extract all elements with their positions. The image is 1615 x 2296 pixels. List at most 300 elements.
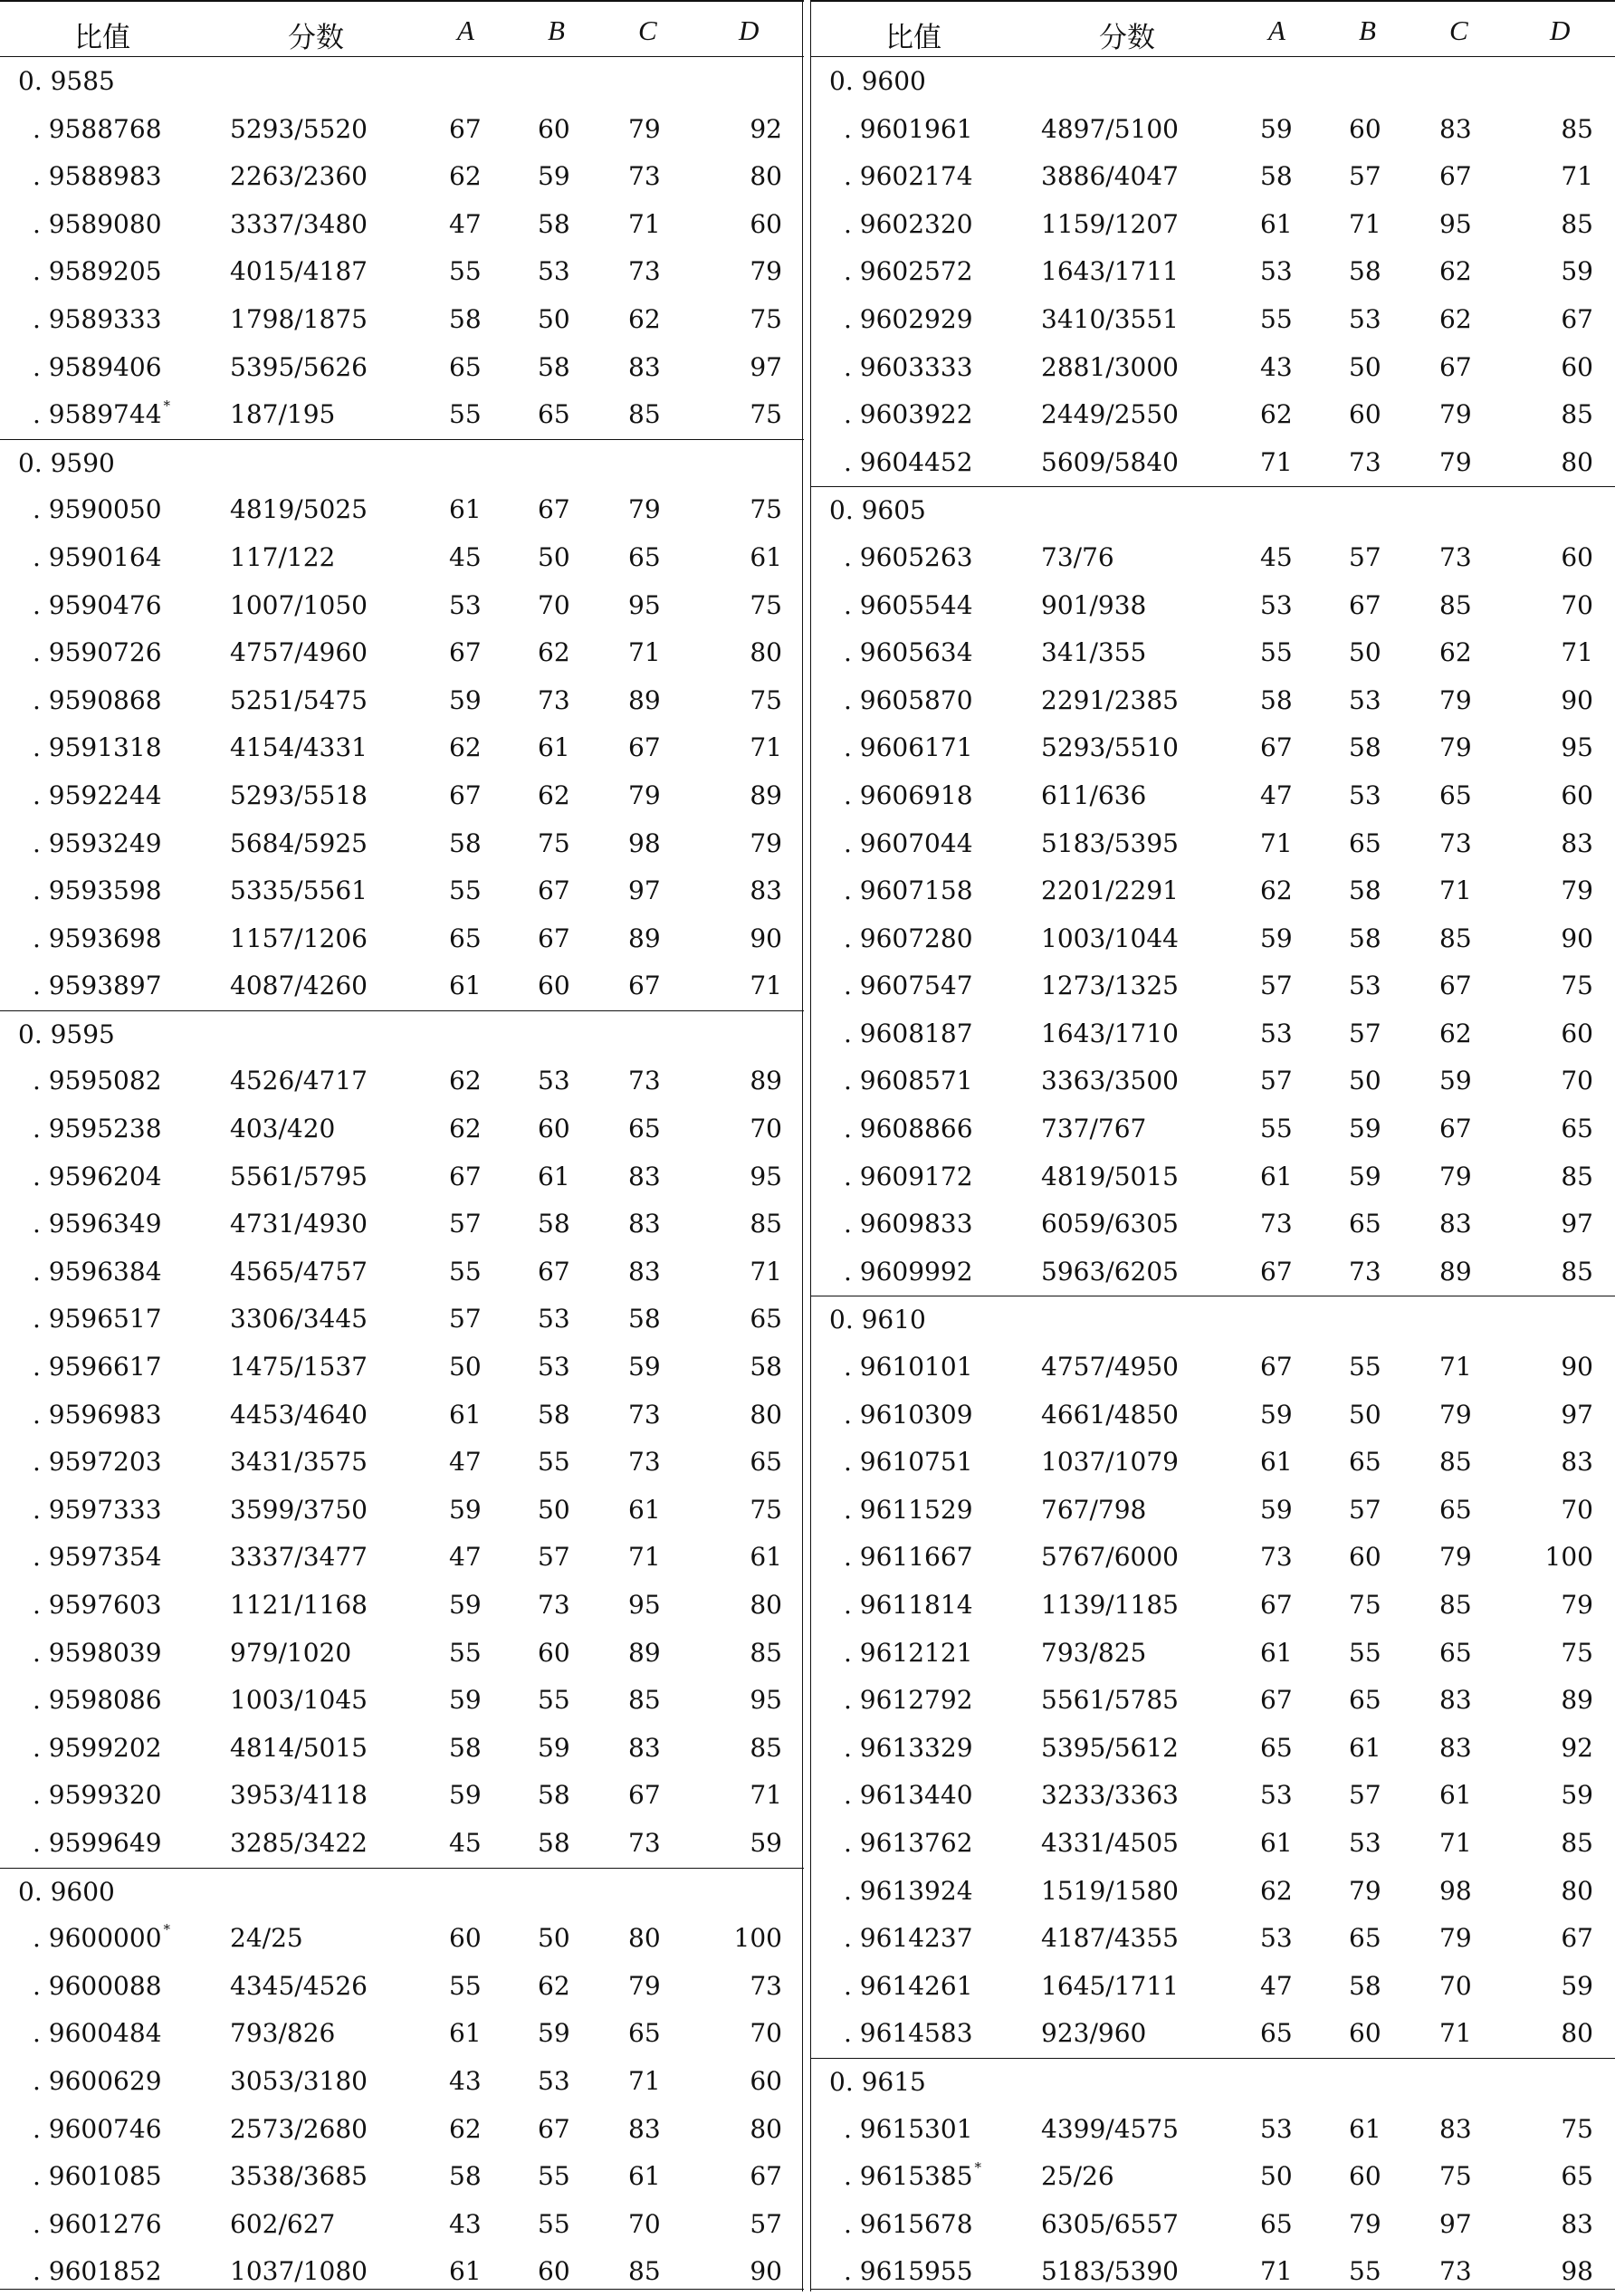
fraction-cell: 1645/1711 xyxy=(1041,1970,1179,2001)
bottom-rule xyxy=(811,2289,1615,2290)
a-cell: 62 xyxy=(1260,399,1293,430)
a-cell: 43 xyxy=(449,2065,482,2096)
table-row xyxy=(811,2201,1615,2249)
d-cell: 92 xyxy=(750,113,782,144)
ratio-value: . 9600088 xyxy=(33,1970,162,2001)
table-row xyxy=(0,391,804,439)
table-row xyxy=(0,248,804,296)
c-cell: 67 xyxy=(1439,971,1472,1001)
fraction-cell: 1121/1168 xyxy=(230,1590,368,1620)
d-cell: 90 xyxy=(1561,923,1593,953)
c-cell: 61 xyxy=(628,1494,661,1525)
table-row xyxy=(0,1057,804,1105)
ratio-value: . 9593249 xyxy=(33,828,162,858)
ratio-value: . 9589406 xyxy=(33,351,162,382)
c-cell: 95 xyxy=(628,589,661,620)
fraction-cell: 3953/4118 xyxy=(230,1780,368,1811)
d-cell: 79 xyxy=(750,256,782,287)
c-cell: 71 xyxy=(628,2065,661,2096)
ratio-value: . 9598039 xyxy=(33,1637,162,1668)
a-cell: 43 xyxy=(449,2208,482,2239)
table-row xyxy=(811,867,1615,915)
table-row xyxy=(0,1153,804,1201)
c-cell: 59 xyxy=(628,1352,661,1382)
fraction-cell: 4757/4950 xyxy=(1041,1352,1179,1382)
c-cell: 73 xyxy=(1439,541,1472,572)
d-cell: 80 xyxy=(750,637,782,668)
ratio-value: . 9599320 xyxy=(33,1780,162,1811)
a-cell: 53 xyxy=(1260,1018,1293,1048)
fraction-cell: 1139/1185 xyxy=(1041,1590,1179,1620)
c-cell: 83 xyxy=(628,1161,661,1191)
table-row xyxy=(811,1057,1615,1105)
ratio-value: . 9597333 xyxy=(33,1494,162,1525)
ratio-cell xyxy=(33,256,162,286)
a-cell: 71 xyxy=(1260,446,1293,477)
table-row xyxy=(811,1105,1615,1153)
b-cell: 60 xyxy=(1349,2018,1381,2049)
b-cell: 60 xyxy=(538,1114,570,1144)
c-cell: 73 xyxy=(628,161,661,192)
fraction-cell: 767/798 xyxy=(1041,1494,1147,1525)
asterisk-mark: * xyxy=(163,1921,171,1938)
b-cell: 53 xyxy=(538,256,570,287)
ratio-value: . 9615301 xyxy=(844,2113,973,2144)
a-cell: 58 xyxy=(1260,161,1293,192)
b-cell: 58 xyxy=(1349,923,1381,953)
table-row xyxy=(811,1677,1615,1725)
d-cell: 59 xyxy=(1561,256,1593,287)
ratio-cell xyxy=(33,1352,162,1382)
table-row xyxy=(811,201,1615,249)
c-cell: 79 xyxy=(1439,1161,1472,1191)
b-cell: 53 xyxy=(538,2065,570,2096)
table-row xyxy=(811,344,1615,392)
a-cell: 47 xyxy=(449,208,482,239)
fraction-cell: 3233/3363 xyxy=(1041,1780,1179,1811)
c-cell: 83 xyxy=(1439,113,1472,144)
ratio-cell xyxy=(844,1542,973,1572)
b-cell: 65 xyxy=(1349,828,1381,858)
ratio-cell xyxy=(33,1685,162,1715)
table-row xyxy=(0,486,804,534)
ratio-cell xyxy=(844,161,973,191)
a-cell: 61 xyxy=(449,1399,482,1430)
c-cell: 65 xyxy=(628,1114,661,1144)
ratio-value: . 9613440 xyxy=(844,1780,973,1811)
bottom-rule xyxy=(0,2289,804,2290)
c-cell: 73 xyxy=(628,1399,661,1430)
d-cell: 85 xyxy=(1561,399,1593,430)
ratio-value: . 9590868 xyxy=(33,684,162,715)
fraction-cell: 117/122 xyxy=(230,541,336,572)
fraction-cell: 2201/2291 xyxy=(1041,875,1179,906)
a-cell: 67 xyxy=(1260,1256,1293,1287)
ratio-value: . 9589205 xyxy=(33,256,162,287)
d-cell: 65 xyxy=(1561,2161,1593,2192)
c-cell: 79 xyxy=(1439,399,1472,430)
a-cell: 65 xyxy=(449,923,482,953)
fraction-cell: 3431/3575 xyxy=(230,1447,368,1478)
b-cell: 73 xyxy=(1349,446,1381,477)
table-header xyxy=(0,5,804,57)
table-row xyxy=(0,1105,804,1153)
table-row xyxy=(811,629,1615,677)
ratio-value: . 9596204 xyxy=(33,1161,162,1191)
section-heading xyxy=(811,1296,1615,1344)
fraction-cell: 6059/6305 xyxy=(1041,1209,1179,1239)
ratio-cell xyxy=(33,2209,162,2239)
table-row xyxy=(811,962,1615,1010)
fraction-cell: 341/355 xyxy=(1041,637,1147,668)
b-cell: 60 xyxy=(538,971,570,1001)
header-ratio: 比值 xyxy=(885,22,941,54)
fraction-cell: 5183/5395 xyxy=(1041,828,1179,858)
ratio-cell xyxy=(33,304,162,334)
ratio-cell xyxy=(33,209,162,239)
ratio-cell xyxy=(844,1352,973,1382)
b-cell: 58 xyxy=(538,1209,570,1239)
b-cell: 75 xyxy=(538,828,570,858)
ratio-cell xyxy=(33,590,162,620)
a-cell: 58 xyxy=(449,828,482,858)
d-cell: 75 xyxy=(750,303,782,334)
a-cell: 62 xyxy=(449,1066,482,1096)
d-cell: 97 xyxy=(1561,1399,1593,1430)
b-cell: 61 xyxy=(1349,2113,1381,2144)
a-cell: 59 xyxy=(449,1780,482,1811)
ratio-cell xyxy=(33,494,162,524)
b-cell: 60 xyxy=(538,1637,570,1668)
d-cell: 97 xyxy=(1561,1209,1593,1239)
table-row xyxy=(0,867,804,915)
b-cell: 67 xyxy=(538,2113,570,2144)
table-row xyxy=(0,582,804,630)
ratio-cell xyxy=(33,685,162,715)
ratio-value: . 9598086 xyxy=(33,1685,162,1716)
ratio-cell xyxy=(33,161,162,191)
c-cell: 70 xyxy=(628,2208,661,2239)
b-cell: 62 xyxy=(538,780,570,810)
d-cell: 89 xyxy=(750,780,782,810)
ratio-cell xyxy=(844,542,973,572)
ratio-cell xyxy=(844,685,973,715)
ratio-cell xyxy=(33,828,162,858)
b-cell: 58 xyxy=(1349,732,1381,763)
ratio-value: . 9592244 xyxy=(33,780,162,810)
fraction-cell: 73/76 xyxy=(1041,541,1114,572)
a-cell: 61 xyxy=(449,494,482,525)
b-cell: 53 xyxy=(1349,971,1381,1001)
ratio-cell xyxy=(33,875,162,905)
ratio-value: . 9596983 xyxy=(33,1399,162,1430)
table-row xyxy=(811,1630,1615,1678)
b-cell: 73 xyxy=(538,684,570,715)
c-cell: 71 xyxy=(1439,875,1472,906)
c-cell: 79 xyxy=(1439,684,1472,715)
b-cell: 61 xyxy=(538,732,570,763)
c-cell: 97 xyxy=(628,875,661,906)
a-cell: 65 xyxy=(449,351,482,382)
table-row xyxy=(811,1344,1615,1392)
b-cell: 58 xyxy=(538,351,570,382)
c-cell: 73 xyxy=(628,1827,661,1858)
a-cell: 47 xyxy=(1260,1970,1293,2001)
table-row xyxy=(811,1963,1615,2011)
ratio-value: . 9590164 xyxy=(33,541,162,572)
c-cell: 85 xyxy=(628,1685,661,1716)
table-row xyxy=(0,201,804,249)
fraction-cell: 923/960 xyxy=(1041,2018,1147,2049)
ratio-cell xyxy=(844,1495,973,1525)
fraction-cell: 1643/1710 xyxy=(1041,1018,1179,1048)
fraction-cell: 2881/3000 xyxy=(1041,351,1179,382)
d-cell: 70 xyxy=(750,1114,782,1144)
table-row xyxy=(811,1439,1615,1487)
ratio-value: . 9603333 xyxy=(844,351,973,382)
ratio-cell xyxy=(844,1447,973,1477)
c-cell: 70 xyxy=(1439,1970,1472,2001)
c-cell: 97 xyxy=(1439,2208,1472,2239)
a-cell: 61 xyxy=(1260,1161,1293,1191)
fraction-cell: 3538/3685 xyxy=(230,2161,368,2192)
b-cell: 57 xyxy=(538,1542,570,1573)
a-cell: 62 xyxy=(449,2113,482,2144)
b-cell: 55 xyxy=(1349,2256,1381,2287)
b-cell: 62 xyxy=(538,1970,570,2001)
d-cell: 95 xyxy=(1561,732,1593,763)
c-cell: 83 xyxy=(1439,2113,1472,2144)
b-cell: 55 xyxy=(1349,1352,1381,1382)
ratio-value: . 9602572 xyxy=(844,256,973,287)
section-label: 0. 9615 xyxy=(829,2066,926,2097)
ratio-value: . 9600000 xyxy=(33,1923,162,1954)
section-heading xyxy=(811,2058,1615,2106)
fraction-cell: 611/636 xyxy=(1041,780,1147,810)
table-row xyxy=(0,1963,804,2011)
d-cell: 61 xyxy=(750,1542,782,1573)
ratio-cell xyxy=(844,1971,973,2001)
a-cell: 59 xyxy=(449,684,482,715)
ratio-cell xyxy=(844,2114,973,2144)
c-cell: 65 xyxy=(1439,1637,1472,1668)
c-cell: 85 xyxy=(1439,589,1472,620)
ratio-value: . 9600484 xyxy=(33,2018,162,2049)
fraction-cell: 2291/2385 xyxy=(1041,684,1179,715)
fraction-cell: 1798/1875 xyxy=(230,303,368,334)
ratio-cell xyxy=(33,1447,162,1477)
left-table xyxy=(0,0,804,2291)
c-cell: 61 xyxy=(1439,1780,1472,1811)
ratio-value: . 9589080 xyxy=(33,208,162,239)
a-cell: 55 xyxy=(1260,303,1293,334)
a-cell: 65 xyxy=(1260,1732,1293,1763)
d-cell: 65 xyxy=(750,1447,782,1478)
c-cell: 62 xyxy=(1439,256,1472,287)
d-cell: 80 xyxy=(1561,446,1593,477)
ratio-cell xyxy=(33,2161,162,2191)
a-cell: 58 xyxy=(449,303,482,334)
c-cell: 85 xyxy=(1439,1447,1472,1478)
c-cell: 67 xyxy=(628,971,661,1001)
b-cell: 65 xyxy=(1349,1685,1381,1716)
d-cell: 71 xyxy=(1561,637,1593,668)
table-row xyxy=(811,677,1615,725)
c-cell: 95 xyxy=(628,1590,661,1620)
b-cell: 57 xyxy=(1349,161,1381,192)
d-cell: 75 xyxy=(1561,2113,1593,2144)
table-row xyxy=(811,1487,1615,1535)
c-cell: 71 xyxy=(628,208,661,239)
table-row xyxy=(0,1582,804,1630)
b-cell: 58 xyxy=(538,208,570,239)
b-cell: 60 xyxy=(1349,1542,1381,1573)
d-cell: 73 xyxy=(750,1970,782,2001)
a-cell: 59 xyxy=(1260,1494,1293,1525)
d-cell: 60 xyxy=(750,208,782,239)
a-cell: 58 xyxy=(449,1732,482,1763)
c-cell: 89 xyxy=(1439,1256,1472,1287)
table-row xyxy=(811,153,1615,201)
d-cell: 75 xyxy=(750,494,782,525)
d-cell: 60 xyxy=(1561,541,1593,572)
d-cell: 85 xyxy=(1561,113,1593,144)
ratio-cell xyxy=(844,923,973,953)
header-a: A xyxy=(457,14,474,46)
c-cell: 83 xyxy=(1439,1732,1472,1763)
a-cell: 55 xyxy=(449,1256,482,1287)
fraction-cell: 793/825 xyxy=(1041,1637,1147,1668)
b-cell: 53 xyxy=(1349,1827,1381,1858)
header-c: C xyxy=(1449,14,1468,46)
a-cell: 73 xyxy=(1260,1209,1293,1239)
fraction-cell: 1037/1080 xyxy=(230,2256,368,2287)
ratio-value: . 9610309 xyxy=(844,1399,973,1430)
section-heading xyxy=(811,58,1615,106)
section-label: 0. 9605 xyxy=(829,495,926,526)
d-cell: 89 xyxy=(750,1066,782,1096)
a-cell: 53 xyxy=(1260,589,1293,620)
b-cell: 53 xyxy=(538,1066,570,1096)
ratio-cell xyxy=(844,1019,973,1048)
ratio-cell xyxy=(33,1780,162,1810)
ratio-value: . 9609833 xyxy=(844,1209,973,1239)
ratio-value: . 9611667 xyxy=(844,1542,973,1573)
fraction-cell: 901/938 xyxy=(1041,589,1147,620)
d-cell: 58 xyxy=(750,1352,782,1382)
c-cell: 79 xyxy=(1439,732,1472,763)
table-row xyxy=(0,2201,804,2249)
fraction-cell: 4345/4526 xyxy=(230,1970,368,2001)
ratio-value: . 9615955 xyxy=(844,2256,973,2287)
c-cell: 79 xyxy=(1439,446,1472,477)
fraction-cell: 1273/1325 xyxy=(1041,971,1179,1001)
a-cell: 55 xyxy=(449,399,482,430)
ratio-cell xyxy=(33,352,162,382)
a-cell: 65 xyxy=(1260,2018,1293,2049)
ratio-value: . 9602320 xyxy=(844,208,973,239)
b-cell: 60 xyxy=(1349,2161,1381,2192)
b-cell: 71 xyxy=(1349,208,1381,239)
b-cell: 57 xyxy=(1349,1494,1381,1525)
table-row xyxy=(811,1868,1615,1916)
d-cell: 79 xyxy=(750,828,782,858)
b-cell: 59 xyxy=(1349,1161,1381,1191)
ratio-cell xyxy=(33,114,162,144)
b-cell: 75 xyxy=(1349,1590,1381,1620)
ratio-cell xyxy=(844,352,973,382)
ratio-cell xyxy=(33,1162,162,1191)
a-cell: 53 xyxy=(1260,1780,1293,1811)
ratio-cell xyxy=(33,2018,162,2048)
header-c: C xyxy=(638,14,657,46)
ratio-value: . 9596517 xyxy=(33,1304,162,1335)
section-label: 0. 9610 xyxy=(829,1305,926,1335)
a-cell: 62 xyxy=(1260,1875,1293,1906)
table-row xyxy=(0,1725,804,1773)
a-cell: 61 xyxy=(1260,208,1293,239)
ratio-value: . 9605870 xyxy=(844,684,973,715)
ratio-cell xyxy=(33,1114,162,1143)
table-row xyxy=(811,1534,1615,1582)
b-cell: 58 xyxy=(1349,875,1381,906)
ratio-value: . 9590726 xyxy=(33,637,162,668)
b-cell: 58 xyxy=(538,1780,570,1811)
a-cell: 55 xyxy=(449,256,482,287)
d-cell: 80 xyxy=(750,1590,782,1620)
b-cell: 50 xyxy=(1349,351,1381,382)
table-row xyxy=(811,2153,1615,2201)
table-row xyxy=(0,1439,804,1487)
d-cell: 71 xyxy=(750,1780,782,1811)
a-cell: 58 xyxy=(1260,684,1293,715)
ratio-cell xyxy=(844,875,973,905)
ratio-cell xyxy=(844,1780,973,1810)
a-cell: 55 xyxy=(449,1970,482,2001)
column-divider xyxy=(802,0,811,2291)
b-cell: 58 xyxy=(1349,1970,1381,2001)
ratio-cell xyxy=(844,2018,973,2048)
d-cell: 90 xyxy=(750,923,782,953)
table-row xyxy=(0,915,804,963)
ratio-value: . 9605634 xyxy=(844,637,973,668)
fraction-cell: 6305/6557 xyxy=(1041,2208,1179,2239)
asterisk-mark: * xyxy=(974,2159,982,2176)
fraction-cell: 187/195 xyxy=(230,399,336,430)
ratio-value: . 9600746 xyxy=(33,2113,162,2144)
d-cell: 75 xyxy=(1561,971,1593,1001)
a-cell: 61 xyxy=(1260,1447,1293,1478)
ratio-cell xyxy=(33,1971,162,2001)
d-cell: 70 xyxy=(1561,1066,1593,1096)
c-cell: 67 xyxy=(1439,351,1472,382)
fraction-cell: 4565/4757 xyxy=(230,1256,368,1287)
c-cell: 71 xyxy=(1439,1352,1472,1382)
fraction-cell: 4731/4930 xyxy=(230,1209,368,1239)
b-cell: 79 xyxy=(1349,2208,1381,2239)
a-cell: 62 xyxy=(449,161,482,192)
b-cell: 50 xyxy=(538,1923,570,1954)
c-cell: 79 xyxy=(628,780,661,810)
fraction-cell: 3363/3500 xyxy=(1041,1066,1179,1096)
table-row xyxy=(0,2106,804,2154)
table-row xyxy=(811,391,1615,439)
ratio-cell xyxy=(844,1638,973,1668)
d-cell: 92 xyxy=(1561,1732,1593,1763)
d-cell: 79 xyxy=(1561,875,1593,906)
fraction-cell: 3306/3445 xyxy=(230,1304,368,1335)
a-cell: 45 xyxy=(1260,541,1293,572)
